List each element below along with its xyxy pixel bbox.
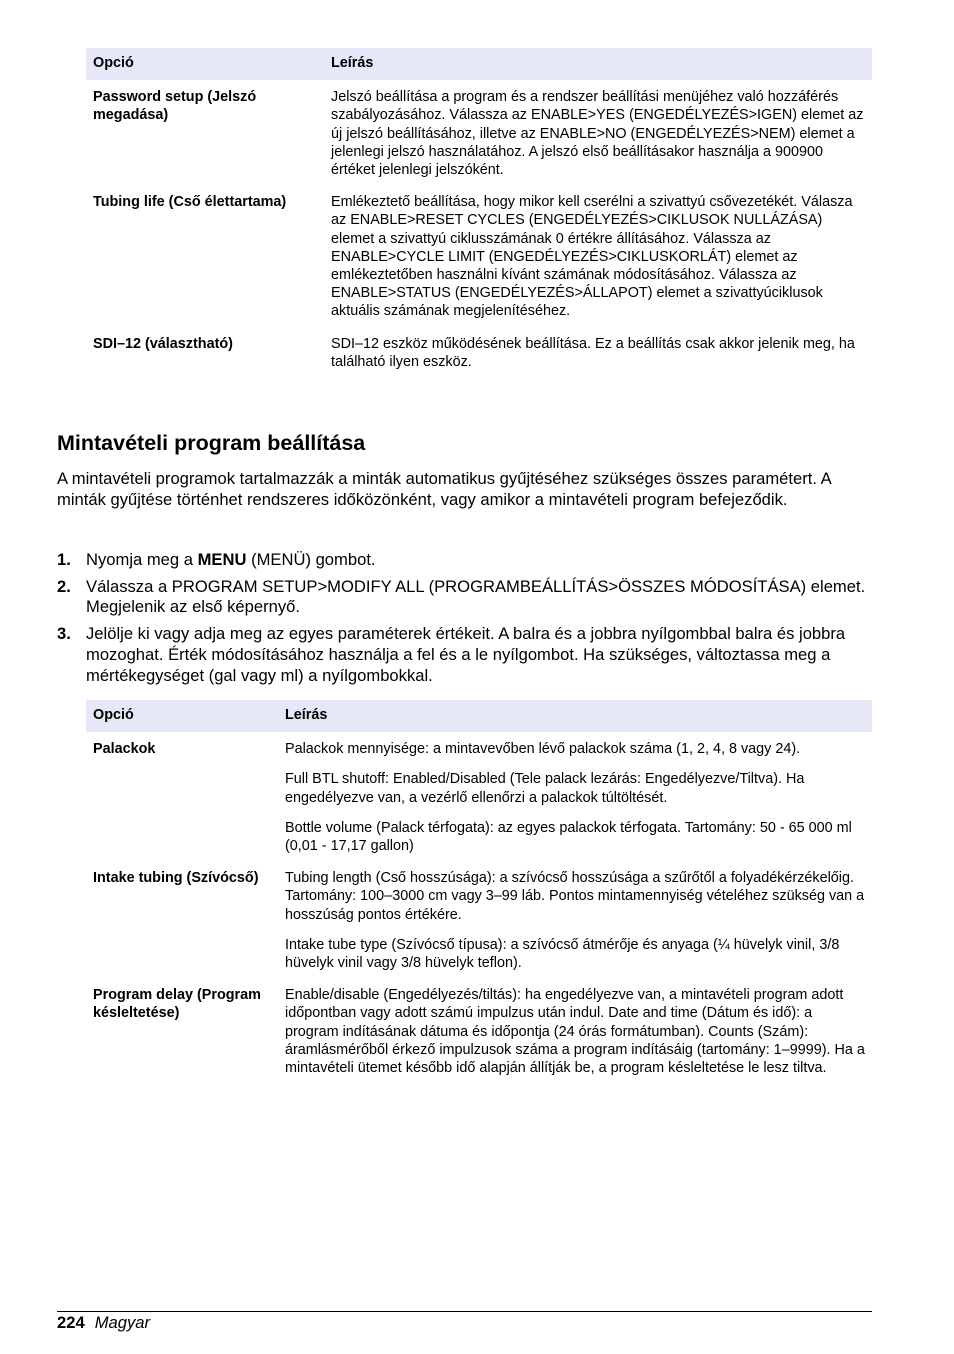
footer-language: Magyar	[94, 1313, 151, 1332]
header-description: Leírás	[278, 700, 872, 732]
table-row	[86, 732, 872, 862]
option-description	[324, 328, 872, 378]
header-option: Opció	[86, 48, 324, 80]
step-number: 3.	[57, 624, 71, 644]
header-option: Opció	[86, 700, 278, 732]
table-row	[86, 328, 872, 378]
description-paragraph: Enable/disable (Engedélyezés/tiltás): ha engedélyezve van, a mintavételi program adott időpontban vagy adott számú impulzus után indul. Date and time (Dátum és idő): a program indításának dátuma és időpontja (24 órás formátumban). Counts (Szám): áramlásmérőből érkező impulzusok száma a program indításáig (tartomány: 1–9999). Ha a mintavételi ütemet később idő alapján állítják be, a program késleltetése le lesz tiltva.	[285, 987, 865, 1077]
option-name: Palackok	[93, 741, 156, 758]
description-paragraph: SDI–12 eszköz működésének beállítása. Ez a beállítás csak akkor jelenik meg, ha található ilyen eszköz.	[331, 335, 855, 370]
option-description	[278, 979, 872, 1084]
option-name: Intake tubing (Szívócső)	[93, 870, 259, 887]
table-row	[86, 862, 872, 979]
page-number: 224	[57, 1313, 85, 1332]
description-paragraph: Intake tube type (Szívócső típusa): a szívócső átmérője és anyaga (¼ hüvelyk vinil, 3/8 hüvelyk vinil vagy 3/8 hüvelyk teflon).	[285, 936, 840, 972]
option-name: Tubing life (Cső élettartama)	[93, 194, 287, 211]
step-text: Jelölje ki vagy adja meg az egyes paraméterek értékeit. A balra és a jobbra nyílgombbal balra és jobbra mozoghat. Érték módosításához használja a fel és a le nyílgombot. Ha szükséges, változtassa meg a mértékegységet (gal vagy ml) a nyílgombokkal.	[86, 624, 846, 685]
table-row	[86, 979, 872, 1084]
table-row	[86, 186, 872, 327]
option-name: Password setup (Jelszó megadása)	[93, 89, 257, 124]
step-keyword: MENU	[197, 550, 247, 569]
option-name: SDI–12 (választható)	[93, 335, 233, 352]
table-row	[86, 80, 872, 186]
option-description	[278, 862, 872, 979]
description-paragraph: Emlékeztető beállítása, hogy mikor kell cserélni a szivattyú csővezetékét. Válasza az ENABLE>RESET CYCLES (ENGEDÉLYEZÉS>CIKLUSOK NULLÁZÁSA) elemet a szivattyú ciklusszámának 0 értékre állításához. Válassza az ENABLE>CYCLE LIMIT (ENGEDÉLYEZÉS>CIKLUSKORLÁT) elemet az emlékeztetőben használni kívánt számának módosításához. Válassza az ENABLE>STATUS (ENGEDÉLYEZÉS>ÁLLAPOT) elemet a szivattyúciklusok aktuális számának megjelenítéséhez.	[331, 194, 853, 320]
option-description	[278, 732, 872, 862]
options-table-settings	[86, 48, 872, 378]
step-item	[57, 624, 872, 686]
table-header-row	[86, 48, 872, 80]
page-footer	[57, 1313, 150, 1333]
footer-divider	[57, 1311, 872, 1312]
step-text: Válassza a PROGRAM SETUP>MODIFY ALL (PROGRAMBEÁLLÍTÁS>ÖSSZES MÓDOSÍTÁSA) elemet. Megjelenik az első képernyő.	[86, 576, 866, 617]
description-paragraph: Tubing length (Cső hosszúsága): a szívócső hosszúsága a szűrőtől a folyadékérzékelőig. Tartomány: 100–3000 cm vagy 3–99 láb. Pontos mintamennyiség vételéhez szükség van a hosszúság pontos értékére.	[285, 870, 865, 923]
procedure-steps	[57, 550, 872, 692]
section-title: Mintavételi program beállítása	[57, 431, 366, 455]
table-header-row	[86, 700, 872, 732]
step-item	[57, 577, 872, 618]
step-item	[57, 550, 872, 571]
section-intro: A mintavételi programok tartalmazzák a minták automatikus gyűjtéséhez szükséges összes paramétert. A minták gyűjtése történhet rendszeres időközönként, vagy amikor a mintavételi program befejeződik.	[57, 469, 831, 509]
step-text: Nyomja meg a	[86, 550, 198, 569]
description-paragraph: Jelszó beállítása a program és a rendszer beállítási menüjéhez való hozzáférés szabályozásához. Válassza az ENABLE>YES (ENGEDÉLYEZÉS>IGEN) elemet az új jelszó beállításához, illetve az ENABLE>NO (ENGEDÉLYEZÉS>NEM) elemet a jelenlegi jelszó használatához. A jelszó első beállításakor használja a 900900 értéket jelenlegi jelszóként.	[331, 89, 864, 179]
description-paragraph: Full BTL shutoff: Enabled/Disabled (Tele palack lezárás: Engedélyezve/Tiltva). Ha engedélyezve van, a vezérlő ellenőrzi a palackok túltöltését.	[285, 771, 805, 806]
option-description	[324, 186, 872, 327]
option-description	[324, 80, 872, 186]
option-name: Program delay (Program késleltetése)	[93, 987, 261, 1022]
step-text-end: (MENÜ) gombot.	[246, 550, 376, 569]
description-paragraph: Bottle volume (Palack térfogata): az egyes palackok térfogata. Tartomány: 50 - 65 000 ml (0,01 - 17,17 gallon)	[285, 819, 852, 855]
description-paragraph: Palackok mennyisége: a mintavevőben lévő palackok száma (1, 2, 4, 8 vagy 24).	[285, 741, 801, 758]
options-table-program	[86, 700, 872, 1084]
step-number: 1.	[57, 550, 71, 569]
step-number: 2.	[57, 576, 71, 596]
header-description: Leírás	[324, 48, 872, 80]
